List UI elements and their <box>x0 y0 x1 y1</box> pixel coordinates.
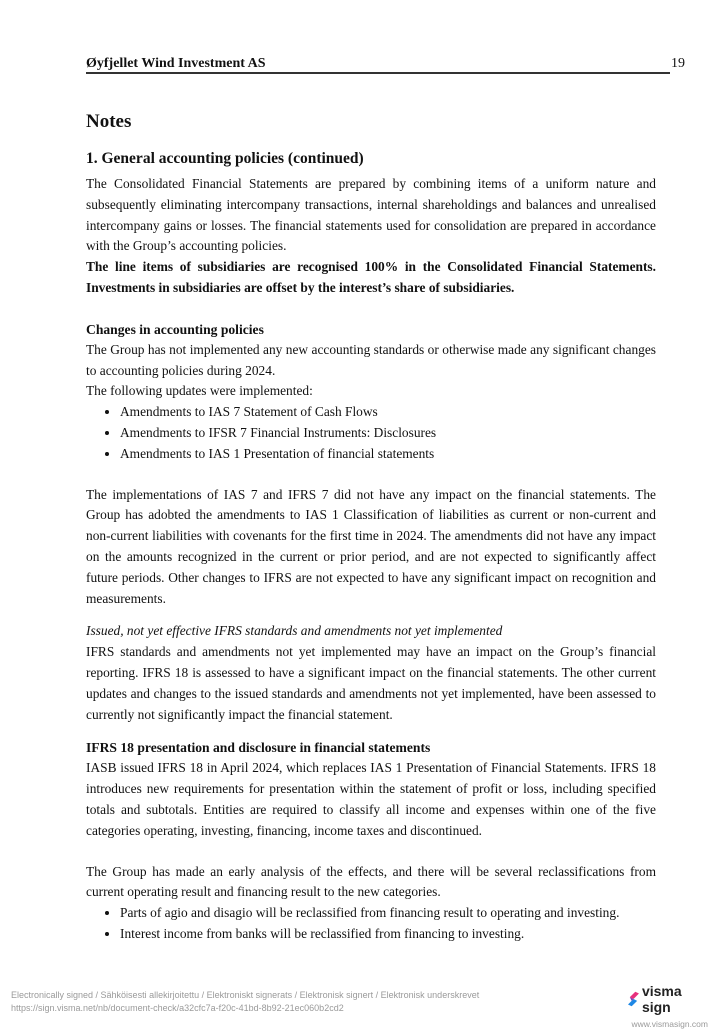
section-title-changes: Changes in accounting policies <box>86 321 264 337</box>
visma-sign-logo[interactable] <box>628 983 708 1015</box>
paragraph-ifrs18-analysis: The Group has made an early analysis of the effects, and there will be several reclassifications from current operating result and financing result to the new categories. <box>86 863 656 900</box>
page-content <box>86 108 656 945</box>
document-check-link[interactable]: https://sign.visma.net/nb/document-check/a32cfc7a-f20c-41bd-8b92-21ec060b2cd2 <box>11 1003 344 1013</box>
paragraph-updates-intro: The following updates were implemented: <box>86 383 313 399</box>
signed-text: Electronically signed / Sähköisesti allekirjoitettu / Elektroniskt signerats / Elektronisk signert / Elektronisk underskrevet <box>11 990 480 1000</box>
visma-sign-branding <box>628 983 708 1029</box>
paragraph-subsidiaries: The line items of subsidiaries are recognised 100% in the Consolidated Financial Statements. Investments in subsidiaries are offset by the interest’s share of subsidiaries. <box>86 259 656 295</box>
page-header <box>86 56 685 74</box>
spacer <box>86 465 656 485</box>
company-name: Øyfjellet Wind Investment AS <box>86 56 266 71</box>
spacer <box>86 725 656 737</box>
updates-list <box>86 402 656 464</box>
spacer <box>86 609 656 621</box>
paragraph-no-new-standards: The Group has not implemented any new accounting standards or otherwise made any significant changes to accounting policies during 2024. <box>86 341 656 378</box>
list-item: • Amendments to IAS 7 Statement of Cash Flows <box>120 402 656 423</box>
signature-footer <box>11 989 479 1015</box>
list-item: • Amendments to IAS 1 Presentation of financial statements <box>120 444 656 465</box>
section-title-ifrs18: IFRS 18 presentation and disclosure in financial statements <box>86 740 431 756</box>
brand-name: visma sign <box>641 983 682 1015</box>
section-title-issued: Issued, not yet effective IFRS standards and amendments not yet implemented <box>86 623 503 639</box>
notes-title: Notes <box>86 111 132 132</box>
visma-logo-icon <box>628 991 639 1007</box>
spacer <box>86 299 656 319</box>
list-item: • Amendments to IFSR 7 Financial Instruments: Disclosures <box>120 423 656 444</box>
paragraph-consolidation: The Consolidated Financial Statements are prepared by combining items of a uniform nature and subsequently eliminating intercompany transactions, internal shareholdings and balances and unrealised intercompany gains or losses. The financial statements used for consolidation are prepared in accordance with the Group’s accounting policies. <box>86 176 656 254</box>
list-item: • Interest income from banks will be reclassified from financing to investing. <box>120 924 656 945</box>
reclassification-list <box>86 903 656 945</box>
brand-url[interactable]: www.vismasign.com <box>631 1019 708 1029</box>
section-title-general-accounting: 1. General accounting policies (continued) <box>86 150 364 167</box>
paragraph-issued: IFRS standards and amendments not yet implemented may have an impact on the Group’s financial reporting. IFRS 18 is assessed to have a significant impact on the financial statements. The other current updates and changes to the issued standards and amendments not yet implemented, have been assessed to currently not significantly impact the financial statement. <box>86 644 656 722</box>
list-item: • Parts of agio and disagio will be reclassified from financing result to operating and investing. <box>120 903 656 924</box>
paragraph-ifrs18-intro: IASB issued IFRS 18 in April 2024, which replaces IAS 1 Presentation of Financial Statements. IFRS 18 introduces new requirements for presentation within the statement of profit or loss, including specified totals and subtotals. Entities are required to classify all income and expenses within one of the five categories operating, investing, financing, income taxes and discontinued. <box>86 760 656 838</box>
page-number: 19 <box>671 56 685 71</box>
spacer <box>86 842 656 862</box>
paragraph-implementations: The implementations of IAS 7 and IFRS 7 did not have any impact on the financial statements. The Group has adobted the amendments to IAS 1 Classification of liabilities as current or non-current and non-current liabilities with covenants for the first time in 2024. The amendments did not have any impact on the amounts recognized in the current or prior period, and are not expected to significantly affect future periods. Other changes to IFRS are not expected to have any significant impact on recognition and measurements. <box>86 486 656 606</box>
